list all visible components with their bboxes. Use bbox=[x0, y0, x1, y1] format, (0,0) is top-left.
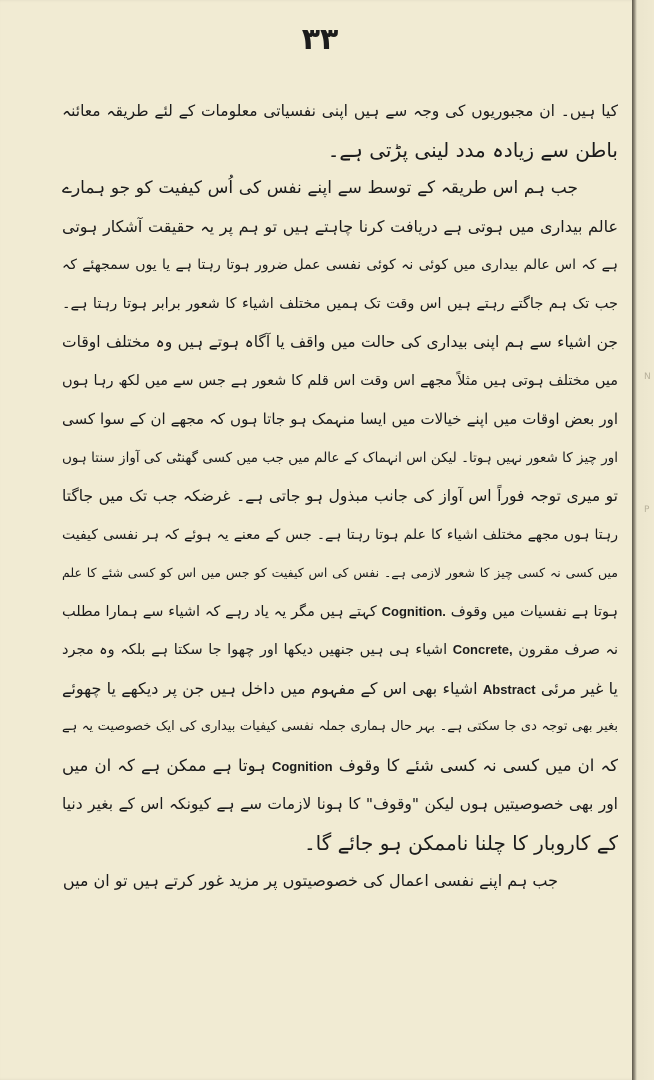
urdu-text: اشیاء ہی ہیں جنھیں دیکھا اور چھوا جا سکتا ہے بلکہ وہ مجرد bbox=[62, 642, 448, 658]
urdu-text: اشیاء بھی اس کے مفہوم میں داخل ہیں جن پر دیکھے یا چھوئے bbox=[62, 678, 478, 698]
english-term: Cognition. bbox=[381, 603, 446, 619]
text-line bbox=[62, 516, 618, 555]
urdu-text: ہوتا ہے ممکن ہے کہ ان میں bbox=[62, 755, 266, 775]
urdu-text: نہ صرف مقرون bbox=[518, 642, 618, 658]
urdu-text: کہتے ہیں مگر یہ یاد رہے کہ اشیاء سے ہمارا مطلب bbox=[62, 603, 377, 620]
english-term: Concrete, bbox=[452, 642, 513, 657]
urdu-text: میں کسی نہ کسی چیز کا شعور لازمی ہے۔ نفس کی اس کیفیت کو جس میں اس کو کسی شئے کا علم bbox=[62, 565, 618, 580]
urdu-text: یا غیر مرئی bbox=[540, 678, 618, 698]
text-line bbox=[62, 362, 618, 401]
urdu-text: بغیر بھی توجہ دی جا سکتی ہے۔ بہر حال ہماری جملہ نفسی کیفیات بیداری کی ایک خصوصیت یہ ہے bbox=[62, 719, 618, 734]
urdu-text: جن اشیاء سے ہم اپنی بیداری کی حالت میں واقف یا آگاہ ہوتے ہیں وہ مختلف اوقات bbox=[62, 333, 618, 351]
urdu-text: رہتا ہوں مجھے مختلف اشیاء کا علم ہوتا رہتا ہے۔ جس کے معنے یہ ہوئے کہ ہر نفسی کیفیت bbox=[62, 526, 618, 543]
text-line bbox=[62, 92, 618, 131]
text-line bbox=[62, 323, 618, 362]
text-line bbox=[62, 439, 618, 478]
urdu-text: ہوتا ہے نفسیات میں وقوف bbox=[450, 603, 618, 620]
text-line bbox=[62, 631, 618, 670]
urdu-text: ہے کہ اس عالم بیداری میں کوئی نہ کوئی نفسی عمل ضرور ہوتا رہتا ہے یا یوں سمجھئے کہ bbox=[62, 257, 618, 273]
urdu-text: جب ہم اس طریقہ کے توسط سے اپنے نفس کی اُس کیفیت کو جو ہمارے bbox=[62, 178, 578, 198]
text-line bbox=[62, 131, 618, 170]
text-line bbox=[62, 708, 618, 747]
text-line bbox=[62, 747, 618, 786]
text-line bbox=[62, 208, 618, 247]
urdu-text: میں مختلف ہوتی ہیں مثلاً مجھے اس وقت اس قلم کا شعور ہے جس سے میں لکھ رہا ہوں bbox=[62, 372, 618, 389]
text-line bbox=[62, 593, 618, 632]
page-number: ۳۳ bbox=[301, 22, 339, 57]
bleed-letter: N bbox=[644, 372, 651, 382]
urdu-body-text bbox=[62, 92, 618, 901]
text-line bbox=[62, 824, 618, 863]
text-line bbox=[62, 670, 618, 709]
text-line bbox=[62, 785, 618, 824]
text-line bbox=[62, 477, 618, 516]
text-line bbox=[62, 246, 618, 285]
urdu-text: اور بھی خصوصیتیں ہوں لیکن "وقوف" کا ہونا لازمات سے ہے کیونکہ اس کے بغیر دنیا bbox=[62, 795, 618, 813]
urdu-text: کے کاروبار کا چلنا ناممکن ہو جائے گا۔ bbox=[303, 830, 618, 855]
text-line bbox=[62, 862, 618, 901]
adjacent-page-edge bbox=[632, 0, 654, 1080]
urdu-text: کہ ان میں کسی نہ کسی شئے کا وقوف bbox=[338, 755, 618, 775]
urdu-text: تو میری توجہ فوراً اس آواز کی جانب مبذول ہو جاتی ہے۔ غرضکہ جب تک میں جاگتا bbox=[62, 487, 618, 505]
urdu-text: عالم بیداری میں ہوتی ہے دریافت کرنا چاہتے ہیں تو ہم پر یہ حقیقت آشکار ہوتی bbox=[62, 216, 618, 236]
text-line bbox=[62, 169, 618, 208]
urdu-text: جب تک ہم جاگتے رہتے ہیں اس وقت تک ہمیں مختلف اشیاء کا شعور برابر ہوتا رہتا ہے۔ bbox=[62, 295, 618, 312]
text-line bbox=[62, 285, 618, 324]
urdu-text: کیا ہیں۔ ان مجبوریوں کی وجہ سے ہیں اپنی نفسیاتی معلومات کے لئے طریقہ معائنہ bbox=[62, 102, 618, 120]
urdu-text: باطن سے زیادہ مدد لینی پڑتی ہے۔ bbox=[327, 137, 618, 162]
bleed-letter: P bbox=[644, 505, 650, 515]
english-term: Abstract bbox=[482, 681, 536, 697]
english-term: Cognition bbox=[271, 758, 333, 774]
text-line bbox=[62, 400, 618, 439]
text-line bbox=[62, 554, 618, 593]
urdu-text: اور چیز کا شعور نہیں ہوتا۔ لیکن اس انہماک کے عالم میں جب میں کسی گھنٹی کی آواز سنتا ہوں bbox=[62, 449, 618, 466]
urdu-text: اور بعض اوقات میں اپنے خیالات میں ایسا منہمک ہو جاتا ہوں کہ مجھے ان کے سوا کسی bbox=[62, 410, 618, 428]
urdu-text: جب ہم اپنے نفسی اعمال کی خصوصیتوں پر مزید غور کرتے ہیں تو ان میں bbox=[62, 871, 558, 890]
